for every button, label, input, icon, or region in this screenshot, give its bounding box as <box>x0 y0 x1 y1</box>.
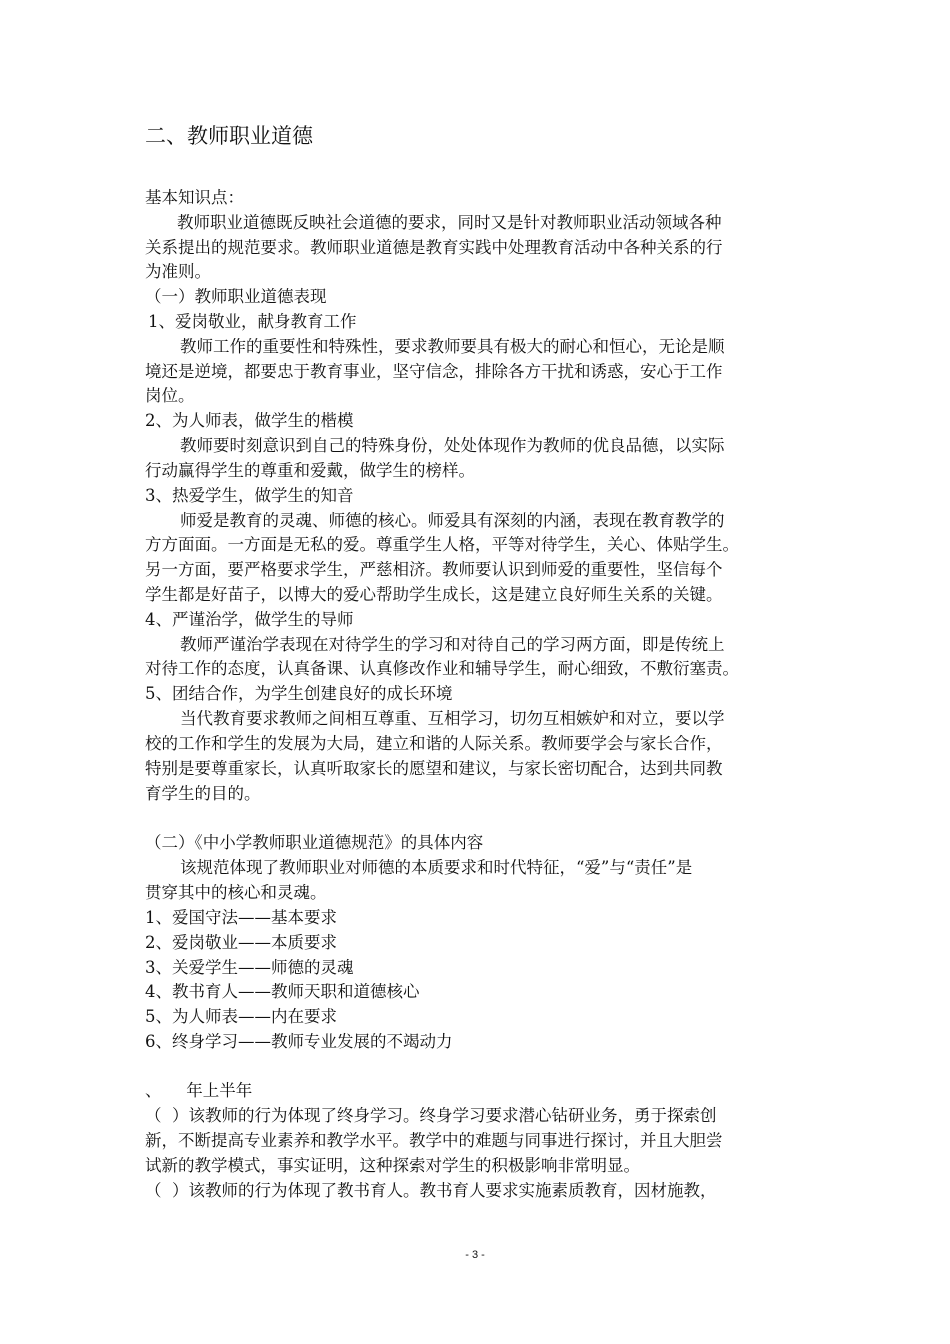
text-line: 方方面面。一方面是无私的爱。尊重学生人格，平等对待学生，关心、体贴学生。 <box>145 535 739 554</box>
text-line: 教师严谨治学表现在对待学生的学习和对待自己的学习两方面，即是传统上 <box>180 635 725 654</box>
text-line: 基本知识点： <box>145 188 244 207</box>
text-line: （ ）该教师的行为体现了教书育人。教书育人要求实施素质教育，因材施教， <box>145 1181 717 1200</box>
list-item: 5、为人师表——内在要求 <box>145 1007 337 1026</box>
text-line: 4、严谨治学，做学生的导师 <box>145 610 354 629</box>
text-line: 另一方面，要严格要求学生，严慈相济。教师要认识到师爱的重要性，坚信每个 <box>145 560 723 579</box>
text-line: 当代教育要求教师之间相互尊重、互相学习，切勿互相嫉妒和对立，要以学 <box>180 709 725 728</box>
text-line: 2、为人师表，做学生的楷模 <box>145 411 354 430</box>
text-line: 为准则。 <box>145 262 211 281</box>
list-item: 3、关爱学生——师德的灵魂 <box>145 958 354 977</box>
subsection-heading: （二）《中小学教师职业道德规范》的具体内容 <box>145 833 484 852</box>
text-line: 岗位。 <box>145 386 195 405</box>
text-line: 1、爱岗敬业，献身教育工作 <box>148 312 357 331</box>
text-line: 教师职业道德既反映社会道德的要求，同时又是针对教师职业活动领域各种 <box>177 213 722 232</box>
list-item: 1、爱国守法——基本要求 <box>145 908 337 927</box>
text-line: 关系提出的规范要求。教师职业道德是教育实践中处理教育活动中各种关系的行 <box>145 238 723 257</box>
text-line: 教师要时刻意识到自己的特殊身份，处处体现作为教师的优良品德，以实际 <box>180 436 725 455</box>
text-line: 校的工作和学生的发展为大局，建立和谐的人际关系。教师要学会与家长合作， <box>145 734 723 753</box>
text-line: 境还是逆境，都要忠于教育事业，坚守信念，排除各方干扰和诱惑，安心于工作 <box>145 362 723 381</box>
text-line: 5、团结合作，为学生创建良好的成长环境 <box>145 684 453 703</box>
subsection-heading: 、 年上半年 <box>145 1081 253 1100</box>
text-line: 贯穿其中的核心和灵魂。 <box>145 883 327 902</box>
text-line: 3、热爱学生，做学生的知音 <box>145 486 354 505</box>
page-number: - 3 - <box>465 1249 485 1261</box>
text-line: 试新的教学模式，事实证明，这种探索对学生的积极影响非常明显。 <box>145 1156 640 1175</box>
text-line: 师爱是教育的灵魂、师德的核心。师爱具有深刻的内涵，表现在教育教学的 <box>180 511 725 530</box>
section-title: 二、教师职业道德 <box>145 124 313 148</box>
text-line: 对待工作的态度，认真备课、认真修改作业和辅导学生，耐心细致，不敷衍塞责。 <box>145 659 739 678</box>
subsection-heading: （一）教师职业道德表现 <box>145 287 327 306</box>
text-line: 该规范体现了教师职业对师德的本质要求和时代特征，“爱”与“责任”是 <box>180 858 693 877</box>
text-line: 新，不断提高专业素养和教学水平。教学中的难题与同事进行探讨，并且大胆尝 <box>145 1131 723 1150</box>
text-line: 学生都是好苗子，以博大的爱心帮助学生成长，这是建立良好师生关系的关键。 <box>145 585 723 604</box>
text-line: （ ）该教师的行为体现了终身学习。终身学习要求潜心钻研业务，勇于探索创 <box>145 1106 717 1125</box>
list-item: 4、教书育人——教师天职和道德核心 <box>145 982 420 1001</box>
text-line: 行动赢得学生的尊重和爱戴，做学生的榜样。 <box>145 461 475 480</box>
text-line: 特别是要尊重家长，认真听取家长的愿望和建议，与家长密切配合，达到共同教 <box>145 759 723 778</box>
text-line: 教师工作的重要性和特殊性，要求教师要具有极大的耐心和恒心，无论是顺 <box>180 337 725 356</box>
list-item: 6、终身学习——教师专业发展的不竭动力 <box>145 1032 453 1051</box>
text-line: 育学生的目的。 <box>145 784 261 803</box>
list-item: 2、爱岗敬业——本质要求 <box>145 933 337 952</box>
